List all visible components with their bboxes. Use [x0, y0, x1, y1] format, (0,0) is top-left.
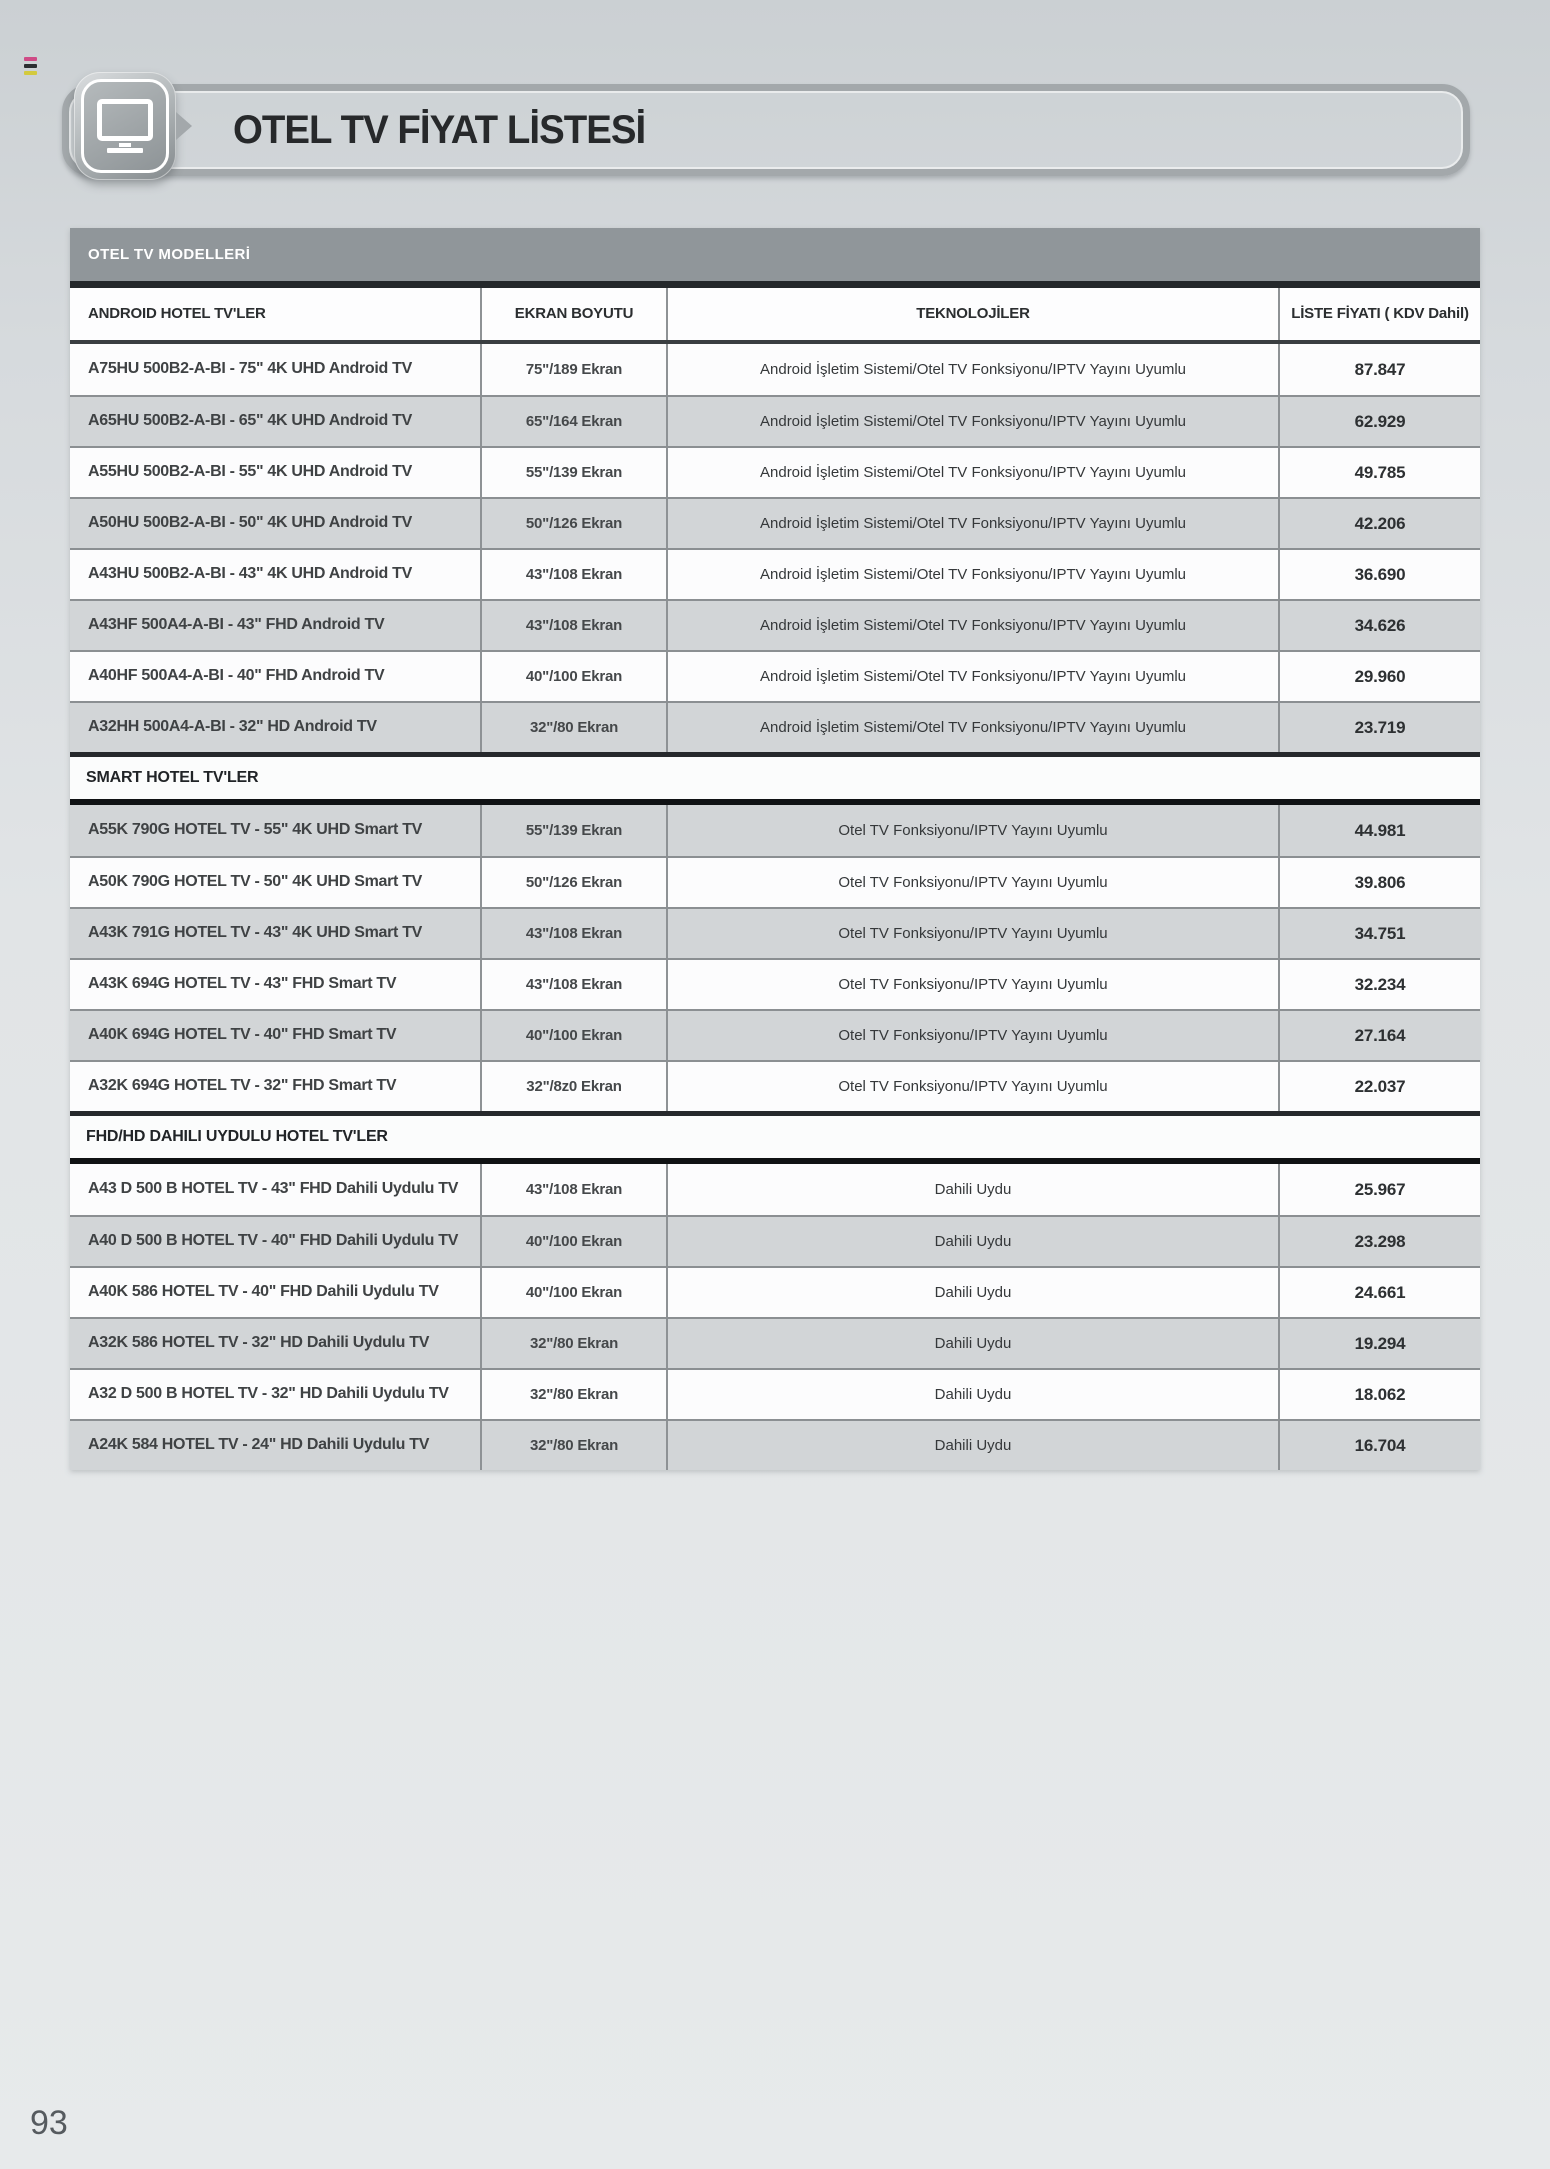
- cell-price: 87.847: [1354, 359, 1406, 379]
- cell-technologies: Dahili Uydu: [668, 1164, 1280, 1215]
- cell-screen-size: 40"/100 Ekran: [482, 652, 668, 701]
- table-row: [70, 1215, 1480, 1266]
- cell-technologies: Otel TV Fonksiyonu/IPTV Yayını Uyumlu: [668, 858, 1280, 907]
- cell-model: A55HU 500B2-A-BI - 55" 4K UHD Android TV: [70, 448, 482, 497]
- cell-technologies: Android İşletim Sistemi/Otel TV Fonksiyonu/IPTV Yayını Uyumlu: [668, 344, 1280, 395]
- cell-model: A32HH 500A4-A-BI - 32" HD Android TV: [70, 703, 482, 752]
- table-row: [70, 548, 1480, 599]
- table-body: [70, 344, 1480, 1470]
- table-row: [70, 497, 1480, 548]
- tv-icon-badge: [74, 72, 176, 180]
- cell-price: 19.294: [1354, 1333, 1406, 1353]
- table-row: [70, 1060, 1480, 1111]
- cell-model: A43K 791G HOTEL TV - 43" 4K UHD Smart TV: [70, 909, 482, 958]
- table-row: [70, 599, 1480, 650]
- table-row: [70, 446, 1480, 497]
- cell-price: 23.298: [1354, 1231, 1406, 1251]
- cell-price: 39.806: [1354, 872, 1406, 892]
- cell-price: 32.234: [1354, 974, 1406, 994]
- cell-price: 27.164: [1354, 1025, 1406, 1045]
- cell-screen-size: 75"/189 Ekran: [482, 344, 668, 395]
- header-cell-screen-size: EKRAN BOYUTU: [482, 288, 668, 340]
- header-cell-list-price: LİSTE FİYATI ( KDV Dahil): [1291, 305, 1469, 323]
- cell-screen-size: 32"/8z0 Ekran: [482, 1062, 668, 1111]
- table-row: [70, 958, 1480, 1009]
- cell-technologies: Android İşletim Sistemi/Otel TV Fonksiyonu/IPTV Yayını Uyumlu: [668, 499, 1280, 548]
- cell-price: 23.719: [1354, 717, 1406, 737]
- cell-screen-size: 65"/164 Ekran: [482, 397, 668, 446]
- cell-model: A40HF 500A4-A-BI - 40" FHD Android TV: [70, 652, 482, 701]
- cell-model: A50HU 500B2-A-BI - 50" 4K UHD Android TV: [70, 499, 482, 548]
- cell-price: 49.785: [1354, 462, 1406, 482]
- cell-screen-size: 43"/108 Ekran: [482, 960, 668, 1009]
- tv-icon: [81, 79, 169, 173]
- cell-screen-size: 55"/139 Ekran: [482, 448, 668, 497]
- cell-screen-size: 32"/80 Ekran: [482, 1370, 668, 1419]
- arrow-right-icon: [176, 112, 192, 140]
- cell-price: 25.967: [1354, 1179, 1406, 1199]
- table-row: [70, 1419, 1480, 1470]
- cell-technologies: Android İşletim Sistemi/Otel TV Fonksiyonu/IPTV Yayını Uyumlu: [668, 601, 1280, 650]
- cell-screen-size: 43"/108 Ekran: [482, 601, 668, 650]
- header-cell-models: ANDROID HOTEL TV'LER: [70, 288, 482, 340]
- cell-technologies: Otel TV Fonksiyonu/IPTV Yayını Uyumlu: [668, 1062, 1280, 1111]
- cell-technologies: Dahili Uydu: [668, 1421, 1280, 1470]
- cell-price: 36.690: [1354, 564, 1406, 584]
- cell-screen-size: 40"/100 Ekran: [482, 1011, 668, 1060]
- table-header-row: [70, 288, 1480, 344]
- cell-price: 29.960: [1354, 666, 1406, 686]
- cell-screen-size: 43"/108 Ekran: [482, 909, 668, 958]
- table-row: [70, 1368, 1480, 1419]
- cell-screen-size: 40"/100 Ekran: [482, 1268, 668, 1317]
- band-separator: [70, 281, 1480, 288]
- cell-model: A24K 584 HOTEL TV - 24" HD Dahili Uydulu TV: [70, 1421, 482, 1470]
- cell-screen-size: 50"/126 Ekran: [482, 858, 668, 907]
- cell-price: 34.626: [1354, 615, 1406, 635]
- section-header-row: [70, 752, 1480, 805]
- cell-technologies: Android İşletim Sistemi/Otel TV Fonksiyonu/IPTV Yayını Uyumlu: [668, 448, 1280, 497]
- table-row: [70, 856, 1480, 907]
- table-row: [70, 1266, 1480, 1317]
- table-row: [70, 1317, 1480, 1368]
- table-row: [70, 650, 1480, 701]
- cell-technologies: Otel TV Fonksiyonu/IPTV Yayını Uyumlu: [668, 805, 1280, 856]
- cell-screen-size: 43"/108 Ekran: [482, 1164, 668, 1215]
- cell-model: A40K 694G HOTEL TV - 40" FHD Smart TV: [70, 1011, 482, 1060]
- cell-screen-size: 55"/139 Ekran: [482, 805, 668, 856]
- cell-technologies: Dahili Uydu: [668, 1319, 1280, 1368]
- cell-technologies: Android İşletim Sistemi/Otel TV Fonksiyonu/IPTV Yayını Uyumlu: [668, 550, 1280, 599]
- cell-model: A43K 694G HOTEL TV - 43" FHD Smart TV: [70, 960, 482, 1009]
- cell-technologies: Dahili Uydu: [668, 1217, 1280, 1266]
- cell-model: A55K 790G HOTEL TV - 55" 4K UHD Smart TV: [70, 805, 482, 856]
- cell-technologies: Otel TV Fonksiyonu/IPTV Yayını Uyumlu: [668, 960, 1280, 1009]
- cell-technologies: Android İşletim Sistemi/Otel TV Fonksiyonu/IPTV Yayını Uyumlu: [668, 703, 1280, 752]
- table-row: [70, 395, 1480, 446]
- page-title: OTEL TV FİYAT LİSTESİ: [233, 107, 646, 152]
- cell-screen-size: 50"/126 Ekran: [482, 499, 668, 548]
- cell-screen-size: 32"/80 Ekran: [482, 1421, 668, 1470]
- cell-screen-size: 32"/80 Ekran: [482, 1319, 668, 1368]
- section-header-row: [70, 1111, 1480, 1164]
- cell-screen-size: 40"/100 Ekran: [482, 1217, 668, 1266]
- section-label: SMART HOTEL TV'LER: [86, 769, 259, 786]
- header-cell-technologies: TEKNOLOJİLER: [668, 288, 1280, 340]
- cell-technologies: Otel TV Fonksiyonu/IPTV Yayını Uyumlu: [668, 909, 1280, 958]
- cell-model: A43HF 500A4-A-BI - 43" FHD Android TV: [70, 601, 482, 650]
- cell-price: 44.981: [1354, 820, 1406, 840]
- cell-model: A43 D 500 B HOTEL TV - 43" FHD Dahili Uydulu TV: [70, 1164, 482, 1215]
- cell-price: 62.929: [1354, 411, 1406, 431]
- cell-model: A43HU 500B2-A-BI - 43" 4K UHD Android TV: [70, 550, 482, 599]
- cell-price: 24.661: [1354, 1282, 1406, 1302]
- cell-price: 16.704: [1354, 1435, 1406, 1455]
- cell-model: A40 D 500 B HOTEL TV - 40" FHD Dahili Uydulu TV: [70, 1217, 482, 1266]
- cell-screen-size: 32"/80 Ekran: [482, 703, 668, 752]
- cell-price: 42.206: [1354, 513, 1406, 533]
- cell-model: A32 D 500 B HOTEL TV - 32" HD Dahili Uydulu TV: [70, 1370, 482, 1419]
- table-row: [70, 805, 1480, 856]
- cell-technologies: Dahili Uydu: [668, 1268, 1280, 1317]
- cell-model: A75HU 500B2-A-BI - 75" 4K UHD Android TV: [70, 344, 482, 395]
- cell-price: 22.037: [1354, 1076, 1406, 1096]
- table-row: [70, 1164, 1480, 1215]
- cell-model: A32K 694G HOTEL TV - 32" FHD Smart TV: [70, 1062, 482, 1111]
- page-header-banner: [0, 0, 1550, 240]
- table-row: [70, 907, 1480, 958]
- cell-model: A32K 586 HOTEL TV - 32" HD Dahili Uydulu TV: [70, 1319, 482, 1368]
- table-band-title: OTEL TV MODELLERİ: [70, 228, 1480, 281]
- table-row: [70, 344, 1480, 395]
- cell-model: A65HU 500B2-A-BI - 65" 4K UHD Android TV: [70, 397, 482, 446]
- cell-technologies: Android İşletim Sistemi/Otel TV Fonksiyonu/IPTV Yayını Uyumlu: [668, 652, 1280, 701]
- cell-model: A50K 790G HOTEL TV - 50" 4K UHD Smart TV: [70, 858, 482, 907]
- cell-technologies: Dahili Uydu: [668, 1370, 1280, 1419]
- cell-screen-size: 43"/108 Ekran: [482, 550, 668, 599]
- cell-model: A40K 586 HOTEL TV - 40" FHD Dahili Uydulu TV: [70, 1268, 482, 1317]
- section-label: FHD/HD DAHILI UYDULU HOTEL TV'LER: [86, 1128, 388, 1145]
- price-table: [70, 228, 1480, 1470]
- table-row: [70, 1009, 1480, 1060]
- cell-price: 18.062: [1354, 1384, 1406, 1404]
- cell-technologies: Otel TV Fonksiyonu/IPTV Yayını Uyumlu: [668, 1011, 1280, 1060]
- cell-technologies: Android İşletim Sistemi/Otel TV Fonksiyonu/IPTV Yayını Uyumlu: [668, 397, 1280, 446]
- cell-price: 34.751: [1354, 923, 1406, 943]
- page-number: 93: [30, 2104, 68, 2142]
- table-row: [70, 701, 1480, 752]
